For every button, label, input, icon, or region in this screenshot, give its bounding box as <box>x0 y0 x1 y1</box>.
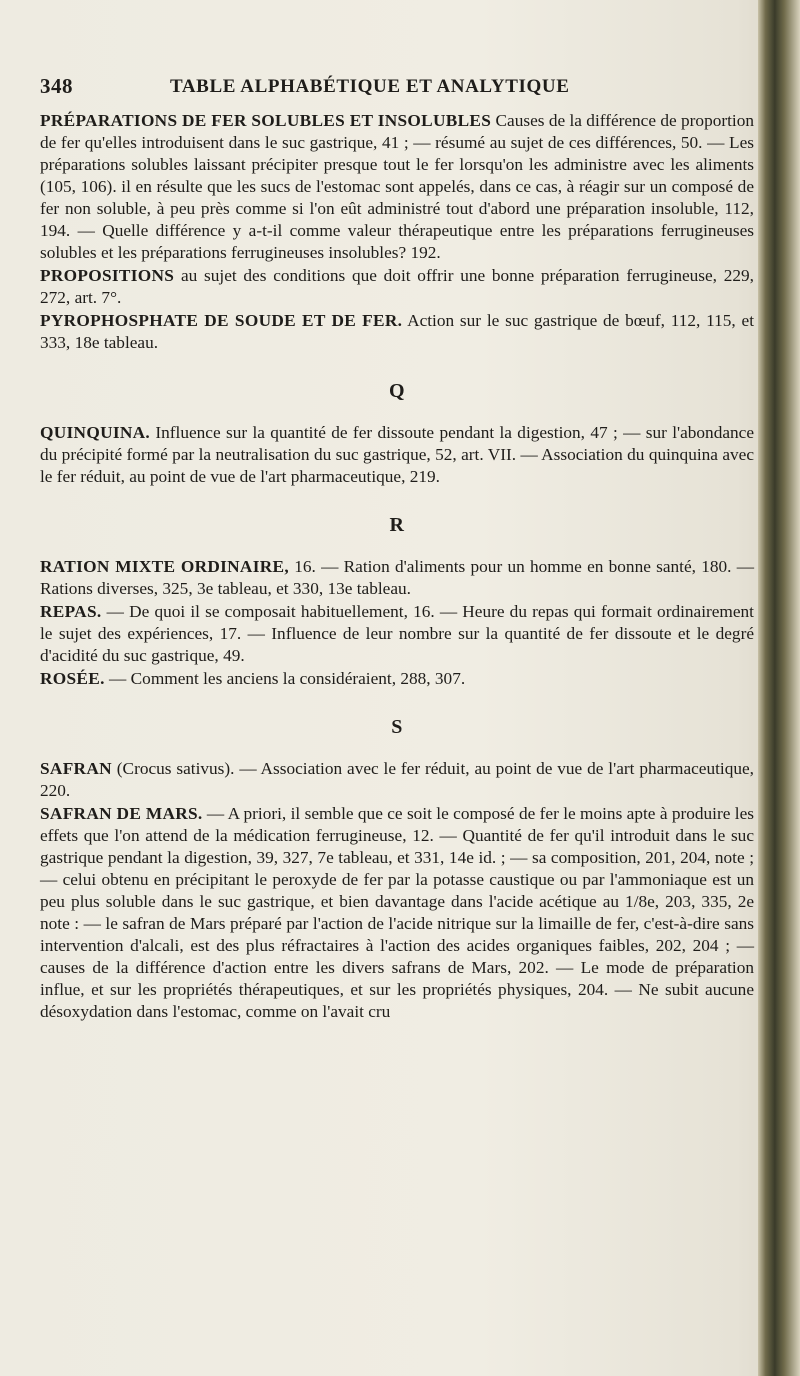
index-content <box>40 110 754 1024</box>
entry-term: PROPOSITIONS <box>40 266 175 285</box>
entry-term: SAFRAN <box>40 759 112 778</box>
entry-text: — De quoi il se composait habituellement, 16. — Heure du repas qui formait ordinairement le sujet des expériences, 17. — Influence de leur nombre sur la quantité de fer dissoute et le degré d'acidité du suc gastrique, 49. <box>40 602 754 665</box>
index-entry <box>40 110 754 264</box>
entry-text: au sujet des conditions que doit offrir une bonne préparation ferrugineuse, 229, 272, art. 7°. <box>40 266 755 307</box>
section-letter-s: S <box>391 716 403 738</box>
index-entry <box>40 803 754 1023</box>
book-spine-shadow <box>758 0 800 1376</box>
section-letter-r: R <box>389 514 405 536</box>
index-entry <box>40 758 754 802</box>
index-entry <box>40 601 754 667</box>
entry-text: — A priori, il semble que ce soit le composé de fer le moins apte à produire les effets que l'on attend de la médication ferrugineuse, 12. — Quantité de fer qu'il introduit dans le suc gastrique pendant la digestion, 39, 327, 7e tableau, et 331, 14e id. ; — sa composition, 201, 204, note ; — celui obtenu en précipitant le peroxyde de fer par la potasse caustique ou par l'ammoniaque est un peu plus soluble dans le suc gastrique, et bien davantage dans l'acide acétique au 1/8e, 203, 335, 2e note : — le safran de Mars préparé par l'action de l'acide nitrique sur la limaille de fer, c'est-à-dire sans intervention d'alcali, est des plus réfractaires à l'action des acides organiques faibles, 202, 204 ; — causes de la différence d'action entre les divers safrans de Mars, 202. — Le mode de préparation influe, et sur les propriétés thérapeutiques, et sur les propriétés physiques, 204. — Ne subit aucune désoxydation dans l'estomac, comme on l'avait cru <box>40 804 754 1021</box>
section-letter-q: Q <box>388 380 406 402</box>
entry-term: RATION MIXTE ORDINAIRE, <box>40 557 289 576</box>
index-entry <box>40 265 754 309</box>
entry-term: REPAS. <box>40 602 102 621</box>
entry-term: QUINQUINA. <box>40 423 151 442</box>
entry-text: — Comment les anciens la considéraient, 288, 307. <box>109 669 466 688</box>
index-entry <box>40 422 754 488</box>
entry-text: (Crocus sativus). — Association avec le fer réduit, au point de vue de l'art pharmaceutique, 220. <box>40 759 754 800</box>
page-number: 348 <box>40 74 73 98</box>
running-title: TABLE ALPHABÉTIQUE ET ANALYTIQUE <box>170 76 570 97</box>
entry-text: Causes de la différence de proportion de fer qu'elles introduisent dans le suc gastrique, 41 ; — résumé au sujet de ces différences, 50. — Les préparations solubles laissant précipiter presque tout le fer lorsqu'on les administre avec les aliments (105, 106). il en résulte que les sucs de l'estomac sont appelés, dans ce cas, à réagir sur un composé de fer non soluble, à peu près comme si l'on eût administré tout d'abord une préparation insoluble, 112, 194. — Quelle différence y a-t-il comme valeur thérapeutique entre les préparations ferrugineuses solubles et les préparations ferrugineuses insolubles? 192. <box>40 111 754 262</box>
entry-term: PRÉPARATIONS DE FER SOLUBLES ET INSOLUBLES <box>40 111 492 130</box>
index-entry <box>40 556 754 600</box>
entry-term: ROSÉE. <box>40 669 105 688</box>
index-entry <box>40 310 754 354</box>
entry-text: 16. — Ration d'aliments pour un homme en bonne santé, 180. — Rations diverses, 325, 3e tableau, et 330, 13e tableau. <box>40 557 754 598</box>
index-entry <box>40 668 754 690</box>
entry-text: Influence sur la quantité de fer dissoute pendant la digestion, 47 ; — sur l'abondance du précipité formé par la neutralisation du suc gastrique, 52, art. VII. — Association du quinquina avec le fer réduit, au point de vue de l'art pharmaceutique, 219. <box>40 423 754 486</box>
entry-term: PYROPHOSPHATE DE SOUDE ET DE FER. <box>40 311 403 330</box>
page-header <box>40 74 760 106</box>
entry-text: Action sur le suc gastrique de bœuf, 112, 115, et 333, 18e tableau. <box>40 311 755 352</box>
entry-term: SAFRAN DE MARS. <box>40 804 203 823</box>
